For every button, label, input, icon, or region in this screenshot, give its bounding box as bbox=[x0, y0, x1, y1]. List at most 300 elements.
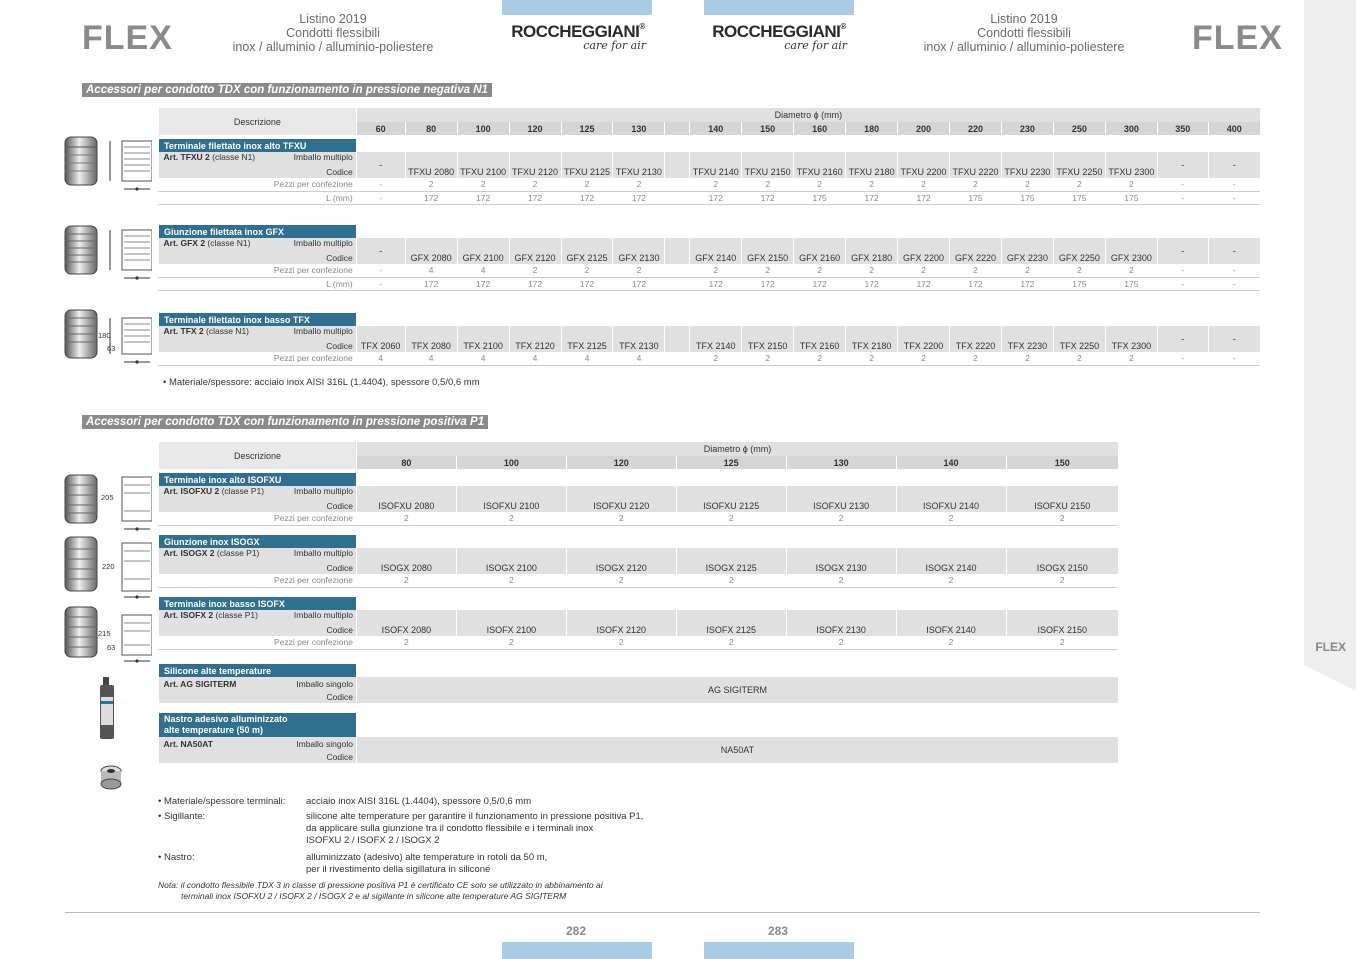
tfxu-pezzi-cell: 2 bbox=[794, 178, 846, 191]
tfxu-pezzi-cell: 2 bbox=[405, 178, 457, 191]
gfx-pezzi-cell: 2 bbox=[613, 264, 665, 277]
tfxu-code-cell[interactable]: TFXU 2250 bbox=[1053, 165, 1105, 178]
gfx-length-cell: - bbox=[1157, 277, 1208, 290]
empty-cell bbox=[846, 152, 898, 165]
empty-cell bbox=[405, 326, 457, 339]
gfx-pezzi-label: Pezzi per confezione bbox=[159, 264, 357, 277]
tfx-pezzi-cell: 4 bbox=[509, 352, 561, 365]
footnote-line2: terminali inox ISOFXU 2 / ISOFX 2 / ISOGX 2 e al sigillante in silicone alte temperature AG SIGITERM bbox=[181, 890, 567, 901]
col-spacer bbox=[665, 191, 690, 204]
tfxu-length-cell: - bbox=[356, 191, 405, 204]
tfxu-code-cell[interactable]: - bbox=[1157, 152, 1208, 178]
gfx-length-cell: 172 bbox=[405, 277, 457, 290]
empty-cell bbox=[742, 238, 794, 251]
gfx-length-cell: 172 bbox=[509, 277, 561, 290]
empty-cell bbox=[1053, 152, 1105, 165]
gfx-code-cell[interactable]: GFX 2250 bbox=[1053, 251, 1105, 264]
tfxu-length-cell: 172 bbox=[613, 191, 665, 204]
isofx-pezzi-cell: 2 bbox=[676, 636, 786, 649]
tfxu-code-cell[interactable]: TFXU 2100 bbox=[457, 165, 509, 178]
tfx-code-cell[interactable]: TFX 2080 bbox=[405, 339, 457, 352]
gfx-code-cell[interactable]: GFX 2140 bbox=[690, 251, 742, 264]
gfx-pezzi-cell: 2 bbox=[1105, 264, 1157, 277]
empty-cell bbox=[405, 238, 457, 251]
empty-cell bbox=[1006, 548, 1118, 561]
diameter-col: 125 bbox=[561, 122, 613, 135]
diameter-col: 400 bbox=[1208, 122, 1260, 135]
bullet-nastro-key: • Nastro: bbox=[158, 852, 195, 863]
tfx-code-cell[interactable]: TFX 2300 bbox=[1105, 339, 1157, 352]
tfxu-code-cell[interactable]: TFXU 2130 bbox=[613, 165, 665, 178]
tfxu-codice-label: Codice bbox=[159, 165, 357, 178]
isogx-code-cell[interactable]: ISOGX 2120 bbox=[566, 561, 676, 574]
tfx-code-cell[interactable]: TFX 2200 bbox=[898, 339, 950, 352]
tfx-code-cell[interactable]: TFX 2220 bbox=[950, 339, 1002, 352]
tfxu-length-cell: 175 bbox=[950, 191, 1002, 204]
empty-cell bbox=[1105, 326, 1157, 339]
isofx-pezzi-cell: 2 bbox=[356, 636, 456, 649]
diameter-col: 350 bbox=[1157, 122, 1208, 135]
empty-cell bbox=[356, 610, 456, 623]
page-number-right: 283 bbox=[768, 924, 789, 938]
col-spacer bbox=[665, 122, 690, 135]
gfx-code-cell[interactable]: GFX 2120 bbox=[509, 251, 561, 264]
diameter-col: 180 bbox=[846, 122, 898, 135]
brand-tagline: care for air bbox=[583, 39, 646, 52]
gfx-code-cell[interactable]: GFX 2160 bbox=[794, 251, 846, 264]
tfxu-code-cell[interactable]: TFXU 2120 bbox=[509, 165, 561, 178]
diameter-col: 80 bbox=[405, 122, 457, 135]
isofxu-art-bold: Art. ISOFXU 2 bbox=[163, 486, 220, 496]
empty-cell bbox=[950, 152, 1002, 165]
empty-cell bbox=[561, 326, 613, 339]
tfx-code-cell[interactable]: TFX 2125 bbox=[561, 339, 613, 352]
positive-pressure-table bbox=[158, 442, 1118, 763]
isofxu-code-cell[interactable]: ISOFXU 2130 bbox=[786, 499, 896, 512]
isofxu-pezzi-cell: 2 bbox=[786, 512, 896, 525]
tape-roll-image bbox=[100, 765, 122, 791]
empty-cell bbox=[457, 152, 509, 165]
gfx-pezzi-cell: - bbox=[1157, 264, 1208, 277]
gfx-pezzi-cell: - bbox=[1208, 264, 1260, 277]
empty-cell bbox=[1105, 152, 1157, 165]
empty-cell bbox=[509, 152, 561, 165]
diameter-header: Diametro ϕ (mm) bbox=[356, 108, 1260, 122]
gfx-pezzi-cell: 4 bbox=[405, 264, 457, 277]
tfxu-length-cell: 172 bbox=[690, 191, 742, 204]
isogx-code-cell[interactable]: ISOGX 2130 bbox=[786, 561, 896, 574]
gfx-art-row bbox=[159, 238, 356, 251]
dim-180: 180 bbox=[98, 331, 111, 340]
gfx-pezzi-cell: 2 bbox=[561, 264, 613, 277]
gfx-code-cell[interactable]: GFX 2230 bbox=[1001, 251, 1053, 264]
gfx-imballo: Imballo multiplo bbox=[293, 238, 353, 248]
empty-cell bbox=[509, 238, 561, 251]
gfx-length-cell: 172 bbox=[742, 277, 794, 290]
tfxu-length-cell: 175 bbox=[1053, 191, 1105, 204]
isofxu-pezzi-cell: 2 bbox=[566, 512, 676, 525]
empty-cell bbox=[950, 326, 1002, 339]
isofx-code-cell[interactable]: ISOFX 2100 bbox=[456, 623, 566, 636]
isogx-pezzi-label: Pezzi per confezione bbox=[159, 574, 357, 587]
isofx-pezzi-cell: 2 bbox=[456, 636, 566, 649]
tfx-art-class: (classe N1) bbox=[203, 326, 249, 336]
section1-title: Accessori per condotto TDX con funzionamento in pressione negativa N1 bbox=[82, 83, 492, 97]
empty-cell bbox=[846, 238, 898, 251]
tfx-art-row bbox=[159, 326, 356, 339]
gfx-length-cell: - bbox=[356, 277, 405, 290]
bullet-material-key: • Materiale/spessore terminali: bbox=[158, 796, 286, 807]
isofxu-product-name: Terminale inox alto ISOFXU bbox=[159, 473, 357, 486]
tfx-pezzi-cell: 2 bbox=[794, 352, 846, 365]
empty-cell bbox=[356, 548, 456, 561]
tfxu-pezzi-cell: 2 bbox=[1053, 178, 1105, 191]
empty-cell bbox=[898, 238, 950, 251]
isogx-art-class: (classe P1) bbox=[214, 548, 260, 558]
dim-205: 205 bbox=[101, 493, 114, 502]
tfxu-length-label: L (mm) bbox=[159, 191, 357, 204]
bottom-accent-bar-right bbox=[704, 942, 854, 959]
nastro-imballo: Imballo singolo bbox=[296, 738, 353, 749]
tfx-pezzi-cell: 4 bbox=[405, 352, 457, 365]
gfx-art-class: (classe N1) bbox=[205, 238, 251, 248]
isogx-code-cell[interactable]: ISOGX 2100 bbox=[456, 561, 566, 574]
isofxu-pezzi-cell: 2 bbox=[1006, 512, 1118, 525]
empty-cell bbox=[566, 486, 676, 499]
empty-cell bbox=[613, 238, 665, 251]
tfxu-product-name: Terminale filettato inox alto TFXU bbox=[159, 139, 357, 152]
nastro-product-name bbox=[159, 713, 357, 737]
isofx-codice-label: Codice bbox=[159, 623, 357, 636]
isofxu-code-cell[interactable]: ISOFXU 2080 bbox=[356, 499, 456, 512]
empty-cell bbox=[676, 486, 786, 499]
listino-label: Listino 2019 bbox=[990, 12, 1058, 26]
tfx-code-cell[interactable]: TFX 2230 bbox=[1001, 339, 1053, 352]
gfx-pezzi-cell: 2 bbox=[1053, 264, 1105, 277]
empty-cell bbox=[794, 326, 846, 339]
bullet-keys bbox=[158, 796, 318, 864]
empty-cell bbox=[1001, 152, 1053, 165]
gfx-code-cell[interactable]: GFX 2150 bbox=[742, 251, 794, 264]
diameter-col: 140 bbox=[896, 456, 1006, 469]
brand-registered: ® bbox=[639, 22, 645, 31]
tfx-code-cell[interactable]: TFX 2250 bbox=[1053, 339, 1105, 352]
col-spacer bbox=[665, 238, 690, 264]
tfxu-pezzi-cell: 2 bbox=[846, 178, 898, 191]
gfx-code-cell[interactable]: - bbox=[356, 238, 405, 264]
tfx-pezzi-cell: 2 bbox=[690, 352, 742, 365]
gfx-art-bold: Art. GFX 2 bbox=[163, 238, 206, 248]
gfx-code-cell[interactable]: GFX 2125 bbox=[561, 251, 613, 264]
empty-cell bbox=[1001, 326, 1053, 339]
tfxu-pezzi-cell: - bbox=[1208, 178, 1260, 191]
nastro-codice-label: Codice bbox=[159, 750, 357, 763]
isofx-imballo: Imballo multiplo bbox=[293, 610, 353, 620]
gfx-code-cell[interactable]: GFX 2100 bbox=[457, 251, 509, 264]
diameter-col: 150 bbox=[1006, 456, 1118, 469]
gfx-code-cell[interactable]: GFX 2130 bbox=[613, 251, 665, 264]
empty-cell bbox=[561, 152, 613, 165]
isogx-imballo: Imballo multiplo bbox=[293, 548, 353, 558]
bullet-sigillante-line3: ISOFXU 2 / ISOFX 2 / ISOGX 2 bbox=[306, 835, 440, 846]
empty-cell bbox=[786, 548, 896, 561]
isofx-code-cell[interactable]: ISOFX 2125 bbox=[676, 623, 786, 636]
diameter-col: 80 bbox=[356, 456, 456, 469]
condotti-label: Condotti flessibili bbox=[286, 26, 380, 40]
isogx-code-cell[interactable]: ISOGX 2125 bbox=[676, 561, 786, 574]
gfx-code-cell[interactable]: GFX 2180 bbox=[846, 251, 898, 264]
isofx-code-cell[interactable]: ISOFX 2130 bbox=[786, 623, 896, 636]
page-number-left: 282 bbox=[566, 924, 587, 938]
empty-cell bbox=[690, 152, 742, 165]
tfxu-code-cell[interactable]: - bbox=[356, 152, 405, 178]
gfx-pezzi-cell: 2 bbox=[1001, 264, 1053, 277]
tfxu-length-cell: 175 bbox=[1001, 191, 1053, 204]
tfx-code-cell[interactable]: TFX 2120 bbox=[509, 339, 561, 352]
isogx-pezzi-cell: 2 bbox=[896, 574, 1006, 587]
gfx-length-cell: 172 bbox=[1001, 277, 1053, 290]
empty-cell bbox=[457, 326, 509, 339]
gfx-length-cell: - bbox=[1208, 277, 1260, 290]
empty-cell bbox=[794, 238, 846, 251]
isofx-code-cell[interactable]: ISOFX 2140 bbox=[896, 623, 1006, 636]
silicone-imballo: Imballo singolo bbox=[296, 678, 353, 689]
listino-label: Listino 2019 bbox=[299, 12, 367, 26]
col-spacer bbox=[665, 326, 690, 352]
isogx-pezzi-cell: 2 bbox=[456, 574, 566, 587]
empty-cell bbox=[1053, 238, 1105, 251]
tfxu-pezzi-cell: - bbox=[356, 178, 405, 191]
gfx-pezzi-cell: 4 bbox=[457, 264, 509, 277]
side-tab-label[interactable]: FLEX bbox=[1315, 640, 1346, 654]
brand-logo-right bbox=[699, 22, 859, 52]
isogx-code-cell[interactable]: ISOGX 2140 bbox=[896, 561, 1006, 574]
tfx-product-name: Terminale filettato inox basso TFX bbox=[159, 313, 357, 326]
tfx-pezzi-cell: 2 bbox=[1001, 352, 1053, 365]
isogx-code-cell[interactable]: ISOGX 2080 bbox=[356, 561, 456, 574]
gfx-length-cell: 172 bbox=[561, 277, 613, 290]
isofx-pezzi-cell: 2 bbox=[566, 636, 676, 649]
footer-divider bbox=[65, 912, 1260, 913]
isofxu-code-cell[interactable]: ISOFXU 2125 bbox=[676, 499, 786, 512]
tfx-code-cell[interactable]: TFX 2060 bbox=[356, 339, 405, 352]
tfx-code-cell[interactable]: TFX 2100 bbox=[457, 339, 509, 352]
tfx-pezzi-label: Pezzi per confezione bbox=[159, 352, 357, 365]
materiali-label: inox / alluminio / alluminio-poliestere bbox=[232, 40, 434, 54]
tfxu-code-cell[interactable]: TFXU 2160 bbox=[794, 165, 846, 178]
tfx-pezzi-cell: 4 bbox=[613, 352, 665, 365]
tfx-pezzi-cell: 2 bbox=[950, 352, 1002, 365]
gfx-pezzi-cell: 2 bbox=[509, 264, 561, 277]
diameter-col: 250 bbox=[1053, 122, 1105, 135]
dim-63b: 63 bbox=[107, 643, 116, 652]
col-spacer bbox=[665, 277, 690, 290]
gfx-length-cell: 175 bbox=[1053, 277, 1105, 290]
isofxu-code-cell[interactable]: ISOFXU 2150 bbox=[1006, 499, 1118, 512]
empty-cell bbox=[1001, 238, 1053, 251]
col-spacer bbox=[665, 352, 690, 365]
diameter-col: 150 bbox=[742, 122, 794, 135]
tfxu-code-cell[interactable]: TFXU 2300 bbox=[1105, 165, 1157, 178]
description-header: Descrizione bbox=[159, 108, 357, 135]
tfxu-code-cell[interactable]: TFXU 2080 bbox=[405, 165, 457, 178]
empty-cell bbox=[786, 486, 896, 499]
tfxu-code-cell[interactable]: TFXU 2180 bbox=[846, 165, 898, 178]
isogx-pezzi-cell: 2 bbox=[676, 574, 786, 587]
tfxu-length-cell: 172 bbox=[457, 191, 509, 204]
gfx-code-cell[interactable]: GFX 2200 bbox=[898, 251, 950, 264]
diameter-col: 130 bbox=[613, 122, 665, 135]
diameter-col: 200 bbox=[898, 122, 950, 135]
tfx-code-cell[interactable]: - bbox=[1157, 326, 1208, 352]
tfxu-code-cell[interactable]: TFXU 2140 bbox=[690, 165, 742, 178]
gfx-code-cell[interactable]: - bbox=[1208, 238, 1260, 264]
gfx-product-image bbox=[62, 222, 152, 278]
empty-cell bbox=[456, 486, 566, 499]
isogx-pezzi-cell: 2 bbox=[786, 574, 896, 587]
tfxu-imballo: Imballo multiplo bbox=[293, 152, 353, 162]
tfxu-pezzi-cell: 2 bbox=[898, 178, 950, 191]
tfxu-length-cell: 172 bbox=[742, 191, 794, 204]
dim-220: 220 bbox=[102, 562, 115, 571]
isofxu-art-class: (classe P1) bbox=[219, 486, 265, 496]
isogx-code-cell[interactable]: ISOGX 2150 bbox=[1006, 561, 1118, 574]
nastro-code[interactable]: NA50AT bbox=[356, 737, 1118, 763]
gfx-length-cell: 172 bbox=[846, 277, 898, 290]
isofx-art-bold: Art. ISOFX 2 bbox=[163, 610, 214, 620]
diameter-col: 230 bbox=[1001, 122, 1053, 135]
gfx-pezzi-cell: 2 bbox=[898, 264, 950, 277]
tfxu-pezzi-cell: 2 bbox=[690, 178, 742, 191]
tfx-code-cell[interactable]: TFX 2180 bbox=[846, 339, 898, 352]
tfxu-art-bold: Art. TFXU 2 bbox=[163, 152, 210, 162]
tfxu-pezzi-cell: 2 bbox=[1105, 178, 1157, 191]
tfxu-code-cell[interactable]: TFXU 2220 bbox=[950, 165, 1002, 178]
isofx-code-cell[interactable]: ISOFX 2150 bbox=[1006, 623, 1118, 636]
tfxu-length-cell: 172 bbox=[846, 191, 898, 204]
tfxu-length-cell: - bbox=[1208, 191, 1260, 204]
diameter-col: 60 bbox=[356, 122, 405, 135]
dim-215: 215 bbox=[98, 629, 111, 638]
gfx-length-label: L (mm) bbox=[159, 277, 357, 290]
empty-cell bbox=[676, 610, 786, 623]
isogx-codice-label: Codice bbox=[159, 561, 357, 574]
tfx-code-cell[interactable]: TFX 2150 bbox=[742, 339, 794, 352]
tfxu-code-cell[interactable]: TFXU 2125 bbox=[561, 165, 613, 178]
tfx-code-cell[interactable]: - bbox=[1208, 326, 1260, 352]
header-text-left bbox=[213, 12, 453, 54]
isofx-pezzi-cell: 2 bbox=[896, 636, 1006, 649]
empty-cell bbox=[742, 152, 794, 165]
isofx-code-cell[interactable]: ISOFX 2120 bbox=[566, 623, 676, 636]
empty-cell bbox=[356, 486, 456, 499]
gfx-code-cell[interactable]: GFX 2300 bbox=[1105, 251, 1157, 264]
isofxu-codice-label: Codice bbox=[159, 499, 357, 512]
gfx-code-cell[interactable]: GFX 2220 bbox=[950, 251, 1002, 264]
section2-title: Accessori per condotto TDX con funzionamento in pressione positiva P1 bbox=[82, 415, 488, 429]
diameter-col: 120 bbox=[566, 456, 676, 469]
gfx-length-cell: 172 bbox=[794, 277, 846, 290]
empty-cell bbox=[676, 548, 786, 561]
empty-cell bbox=[690, 238, 742, 251]
tfx-pezzi-cell: 4 bbox=[457, 352, 509, 365]
tfxu-code-cell[interactable]: TFXU 2200 bbox=[898, 165, 950, 178]
silicone-tube-image bbox=[98, 677, 118, 743]
empty-cell bbox=[896, 548, 1006, 561]
isofxu-code-cell[interactable]: ISOFXU 2140 bbox=[896, 499, 1006, 512]
tfxu-product-image bbox=[62, 133, 152, 189]
tfx-art-bold: Art. TFX 2 bbox=[163, 326, 204, 336]
gfx-code-cell[interactable]: GFX 2080 bbox=[405, 251, 457, 264]
brand-name: ROCCHEGGIANI bbox=[511, 22, 640, 41]
tfx-code-cell[interactable]: TFX 2140 bbox=[690, 339, 742, 352]
tfxu-pezzi-cell: 2 bbox=[742, 178, 794, 191]
empty-cell bbox=[896, 486, 1006, 499]
tfx-pezzi-cell: 2 bbox=[898, 352, 950, 365]
empty-cell bbox=[509, 326, 561, 339]
tfx-pezzi-cell: 4 bbox=[561, 352, 613, 365]
bullet-material-value: acciaio inox AISI 316L (1.4404), spessore 0,5/0,6 mm bbox=[306, 796, 532, 807]
tfx-code-cell[interactable]: TFX 2160 bbox=[794, 339, 846, 352]
isogx-product-name: Giunzione inox ISOGX bbox=[159, 535, 357, 548]
empty-cell bbox=[794, 152, 846, 165]
brand-registered: ® bbox=[840, 22, 846, 31]
silicone-code[interactable]: AG SIGITERM bbox=[356, 677, 1118, 703]
tfx-pezzi-cell: 2 bbox=[742, 352, 794, 365]
isogx-pezzi-cell: 2 bbox=[566, 574, 676, 587]
tfxu-length-cell: 175 bbox=[794, 191, 846, 204]
isofx-art-row bbox=[159, 610, 356, 623]
silicone-art: Art. AG SIGITERM bbox=[163, 678, 237, 689]
empty-cell bbox=[950, 238, 1002, 251]
empty-cell bbox=[456, 548, 566, 561]
tfx-imballo: Imballo multiplo bbox=[293, 326, 353, 336]
nastro-name-line1: Nastro adesivo alluminizzato bbox=[164, 714, 288, 724]
isofxu-pezzi-cell: 2 bbox=[456, 512, 566, 525]
tfx-pezzi-cell: - bbox=[1157, 352, 1208, 365]
empty-cell bbox=[898, 152, 950, 165]
diameter-col: 130 bbox=[786, 456, 896, 469]
isogx-art-bold: Art. ISOGX 2 bbox=[163, 548, 215, 558]
tfx-pezzi-cell: 2 bbox=[1053, 352, 1105, 365]
side-tab bbox=[1304, 0, 1356, 691]
tfxu-length-cell: 172 bbox=[405, 191, 457, 204]
materiali-label: inox / alluminio / alluminio-poliestere bbox=[923, 40, 1125, 54]
isofxu-code-cell[interactable]: ISOFXU 2120 bbox=[566, 499, 676, 512]
empty-cell bbox=[1105, 238, 1157, 251]
brand-name: ROCCHEGGIANI bbox=[712, 22, 841, 41]
tfxu-code-cell[interactable]: - bbox=[1208, 152, 1260, 178]
gfx-pezzi-cell: 2 bbox=[794, 264, 846, 277]
tfxu-code-cell[interactable]: TFXU 2230 bbox=[1001, 165, 1053, 178]
empty-cell bbox=[846, 326, 898, 339]
isofx-code-cell[interactable]: ISOFX 2080 bbox=[356, 623, 456, 636]
section-title-left: FLEX bbox=[82, 19, 173, 57]
diameter-col: 300 bbox=[1105, 122, 1157, 135]
tfxu-code-cell[interactable]: TFXU 2150 bbox=[742, 165, 794, 178]
footnote bbox=[158, 880, 603, 901]
gfx-code-cell[interactable]: - bbox=[1157, 238, 1208, 264]
top-accent-bar-right bbox=[704, 0, 854, 15]
gfx-pezzi-cell: 2 bbox=[690, 264, 742, 277]
isofxu-code-cell[interactable]: ISOFXU 2100 bbox=[456, 499, 566, 512]
tfx-code-cell[interactable]: TFX 2130 bbox=[613, 339, 665, 352]
bottom-accent-bar-left bbox=[502, 942, 652, 959]
isofx-pezzi-cell: 2 bbox=[786, 636, 896, 649]
isofxu-pezzi-cell: 2 bbox=[896, 512, 1006, 525]
tfxu-length-cell: 172 bbox=[561, 191, 613, 204]
tfxu-pezzi-label: Pezzi per confezione bbox=[159, 178, 357, 191]
